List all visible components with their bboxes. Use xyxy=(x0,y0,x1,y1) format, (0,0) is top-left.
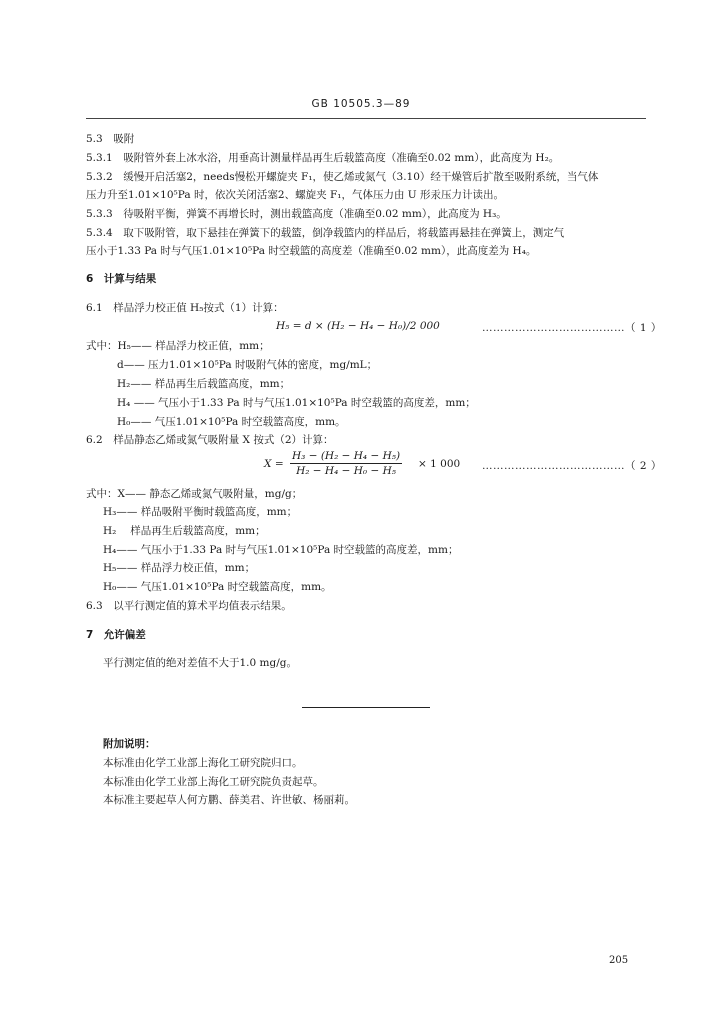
where-1-d: d—— 压力1.01×10⁵Pa 时吸附气体的密度，mg/mL； xyxy=(117,359,378,371)
page-number: 205 xyxy=(609,955,629,966)
where-1-h0: H₀—— 气压1.01×10⁵Pa 时空载篮高度，mm。 xyxy=(117,416,346,428)
clause-5-3-1: 5.3.1 吸附管外套上冰水浴，用垂高计测量样品再生后载篮高度（准确至0.02 mm），此高度为 H₂。 xyxy=(86,152,560,164)
clause-6-1: 6.1 样品浮力校正值 H₅按式（1）计算： xyxy=(86,302,284,314)
where-2-h3: H₃—— 样品吸附平衡时载篮高度，mm； xyxy=(103,506,298,518)
where-2-x: 式中：X—— 静态乙烯或氮气吸附量，mg/g； xyxy=(86,488,303,500)
clause-5-3-4-line1: 5.3.4 取下吸附管，取下悬挂在弹簧下的载篮，倒净载篮内的样品后，将载篮再悬挂在弹簧上，测定气 xyxy=(86,227,565,239)
section-7-text: 平行测定值的绝对差值不大于1.0 mg/g。 xyxy=(103,657,297,669)
formula-2-denominator: H₂ − H₄ − H₀ − H₅ xyxy=(296,465,396,477)
clause-5-3-2-line1: 5.3.2 缓慢开启活塞2，needs慢松开螺旋夹 F₁，使乙烯或氮气（3.10）经干燥管后扩散至吸附系统，当气体 xyxy=(86,171,599,183)
equation-number-2: …………………………………（ 2 ） xyxy=(482,460,662,472)
where-2-h2: H₂ 样品再生后载篮高度，mm； xyxy=(103,525,266,537)
clause-5-3-2-line2: 压力升至1.01×10⁵Pa 时，依次关闭活塞2、螺旋夹 F₁，气体压力由 U 形汞压力计读出。 xyxy=(86,189,504,201)
additional-notes-heading: 附加说明： xyxy=(103,738,156,750)
formula-2-lhs: X = xyxy=(264,458,284,470)
where-1-h5: 式中：H₅—— 样品浮力校正值，mm； xyxy=(86,340,270,352)
where-2-h4: H₄—— 气压小于1.33 Pa 时与气压1.01×10⁵Pa 时空载篮的高度差，mm； xyxy=(103,544,459,556)
section-7-heading: 7 允许偏差 xyxy=(86,629,146,641)
where-1-h4: H₄ —— 气压小于1.33 Pa 时与气压1.01×10⁵Pa 时空载篮的高度差，mm； xyxy=(117,397,476,409)
clause-6-2: 6.2 样品静态乙烯或氮气吸附量 X 按式（2）计算： xyxy=(86,434,334,446)
formula-2-fraction xyxy=(290,450,402,477)
formula-2-numerator: H₃ − (H₂ − H₄ − H₅) xyxy=(292,450,401,462)
section-5-3: 5.3 吸附 xyxy=(86,133,135,145)
header-rule xyxy=(86,118,646,119)
note-line-3: 本标准主要起草人何方鹏、薛美君、许世敏、杨丽莉。 xyxy=(103,794,355,806)
section-6-heading: 6 计算与结果 xyxy=(86,273,157,285)
formula-1: H₅ = d × (H₂ − H₄ − H₀)/2 000 xyxy=(276,320,440,332)
clause-6-3: 6.3 以平行测定值的算术平均值表示结果。 xyxy=(86,600,292,612)
where-2-h0: H₀—— 气压1.01×10⁵Pa 时空载篮高度，mm。 xyxy=(103,581,332,593)
where-2-h5: H₅—— 样品浮力校正值，mm； xyxy=(103,562,256,574)
equation-number-1: …………………………………（ 1 ） xyxy=(482,322,662,334)
where-1-h2: H₂—— 样品再生后载篮高度，mm； xyxy=(117,378,291,390)
note-line-2: 本标准由化学工业部上海化工研究院负责起草。 xyxy=(103,776,324,788)
clause-5-3-4-line2: 压小于1.33 Pa 时与气压1.01×10⁵Pa 时空载篮的高度差（准确至0.02 mm），此高度差为 H₄。 xyxy=(86,245,537,257)
end-of-text-rule xyxy=(302,707,430,708)
standard-header: GB 10505.3—89 xyxy=(311,98,411,110)
clause-5-3-3: 5.3.3 待吸附平衡，弹簧不再增长时，测出载篮高度（准确至0.02 mm），此高度为 H₃。 xyxy=(86,208,507,220)
formula-2-rhs: × 1 000 xyxy=(418,458,461,470)
note-line-1: 本标准由化学工业部上海化工研究院归口。 xyxy=(103,757,303,769)
